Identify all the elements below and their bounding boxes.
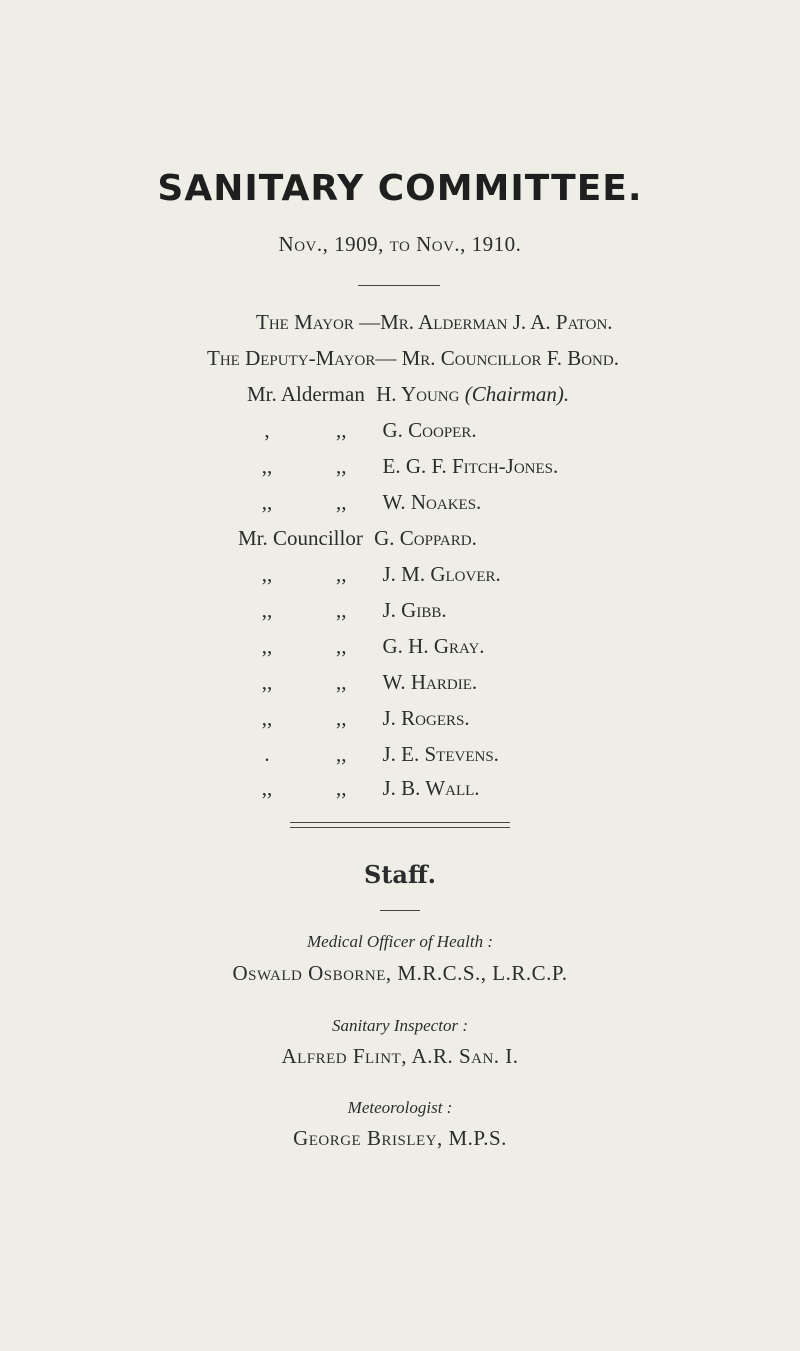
member-text: The Deputy-Mayor— Mr. Councillor F. Bond. xyxy=(207,346,619,370)
ditto-mark: ,, xyxy=(336,742,347,766)
ditto-mark: ,, xyxy=(336,706,347,730)
member-name: G. Coppard. xyxy=(374,526,477,550)
member-line-councillor xyxy=(238,526,477,551)
member-name: W. Hardie. xyxy=(382,670,478,694)
member-line xyxy=(252,490,481,515)
member-line-mayor xyxy=(256,310,613,335)
ditto-mark: ,, xyxy=(261,562,273,586)
period-subtitle: Nov., 1909, to Nov., 1910. xyxy=(278,232,522,256)
member-name: G. Cooper. xyxy=(382,418,477,442)
staff-role: Medical Officer of Health : xyxy=(306,932,493,951)
ditto-mark: ,, xyxy=(261,634,273,658)
ditto-mark: ,, xyxy=(261,598,273,622)
member-line xyxy=(252,634,485,659)
staff-name: Oswald Osborne, M.R.C.S., L.R.C.P. xyxy=(232,961,568,985)
ditto-mark: ,, xyxy=(336,562,347,586)
member-line xyxy=(252,418,477,443)
ditto-mark: ,, xyxy=(336,670,347,694)
member-name: W. Noakes. xyxy=(382,490,482,514)
ditto-mark: ,, xyxy=(336,418,347,442)
staff-heading: Staff. xyxy=(363,860,437,889)
member-name: E. G. F. Fitch-Jones. xyxy=(382,454,559,478)
chairman-note: (Chairman). xyxy=(464,382,570,406)
staff-name: Alfred Flint, A.R. San. I. xyxy=(281,1044,519,1068)
member-prefix: Mr. Alderman xyxy=(247,382,365,406)
member-prefix: Mr. Councillor xyxy=(238,526,363,550)
ditto-mark: ,, xyxy=(336,634,347,658)
member-line xyxy=(252,598,447,623)
ditto-mark: , xyxy=(264,418,270,442)
ditto-mark: ,, xyxy=(261,706,273,730)
staff-role: Sanitary Inspector : xyxy=(332,1016,468,1035)
member-line xyxy=(252,454,558,479)
member-name: H. Young xyxy=(376,382,460,406)
divider-short xyxy=(358,285,440,286)
page-title: SANITARY COMMITTEE. xyxy=(157,168,643,209)
ditto-mark: ,, xyxy=(336,598,347,622)
ditto-mark: ,, xyxy=(336,776,347,800)
member-name: J. Rogers. xyxy=(382,706,470,730)
member-line xyxy=(252,706,470,731)
staff-name: George Brisley, M.P.S. xyxy=(293,1126,507,1150)
divider-double-bottom xyxy=(290,827,510,828)
ditto-mark: ,, xyxy=(336,454,347,478)
member-line-deputy-mayor xyxy=(207,346,619,371)
ditto-mark: ,, xyxy=(261,670,273,694)
ditto-mark: ,, xyxy=(336,490,347,514)
member-name: J. M. Glover. xyxy=(382,562,501,586)
divider-short-staff xyxy=(380,910,420,911)
member-line xyxy=(252,670,477,695)
ditto-mark: ,, xyxy=(261,454,273,478)
staff-role: Meteorologist : xyxy=(347,1098,453,1117)
member-line-chairman xyxy=(247,382,569,407)
member-name: J. B. Wall. xyxy=(382,776,480,800)
member-line xyxy=(252,562,501,587)
member-line xyxy=(252,742,499,767)
member-text: The Mayor —Mr. Alderman J. A. Paton. xyxy=(256,310,613,334)
member-name: G. H. Gray. xyxy=(382,634,485,658)
ditto-mark: ,, xyxy=(261,776,273,800)
member-name: J. Gibb. xyxy=(382,598,447,622)
member-name: J. E. Stevens. xyxy=(382,742,499,766)
ditto-mark: ,, xyxy=(261,490,273,514)
divider-double-top xyxy=(290,822,510,823)
member-line-wall-visible xyxy=(252,776,480,801)
ditto-mark: . xyxy=(264,742,270,766)
